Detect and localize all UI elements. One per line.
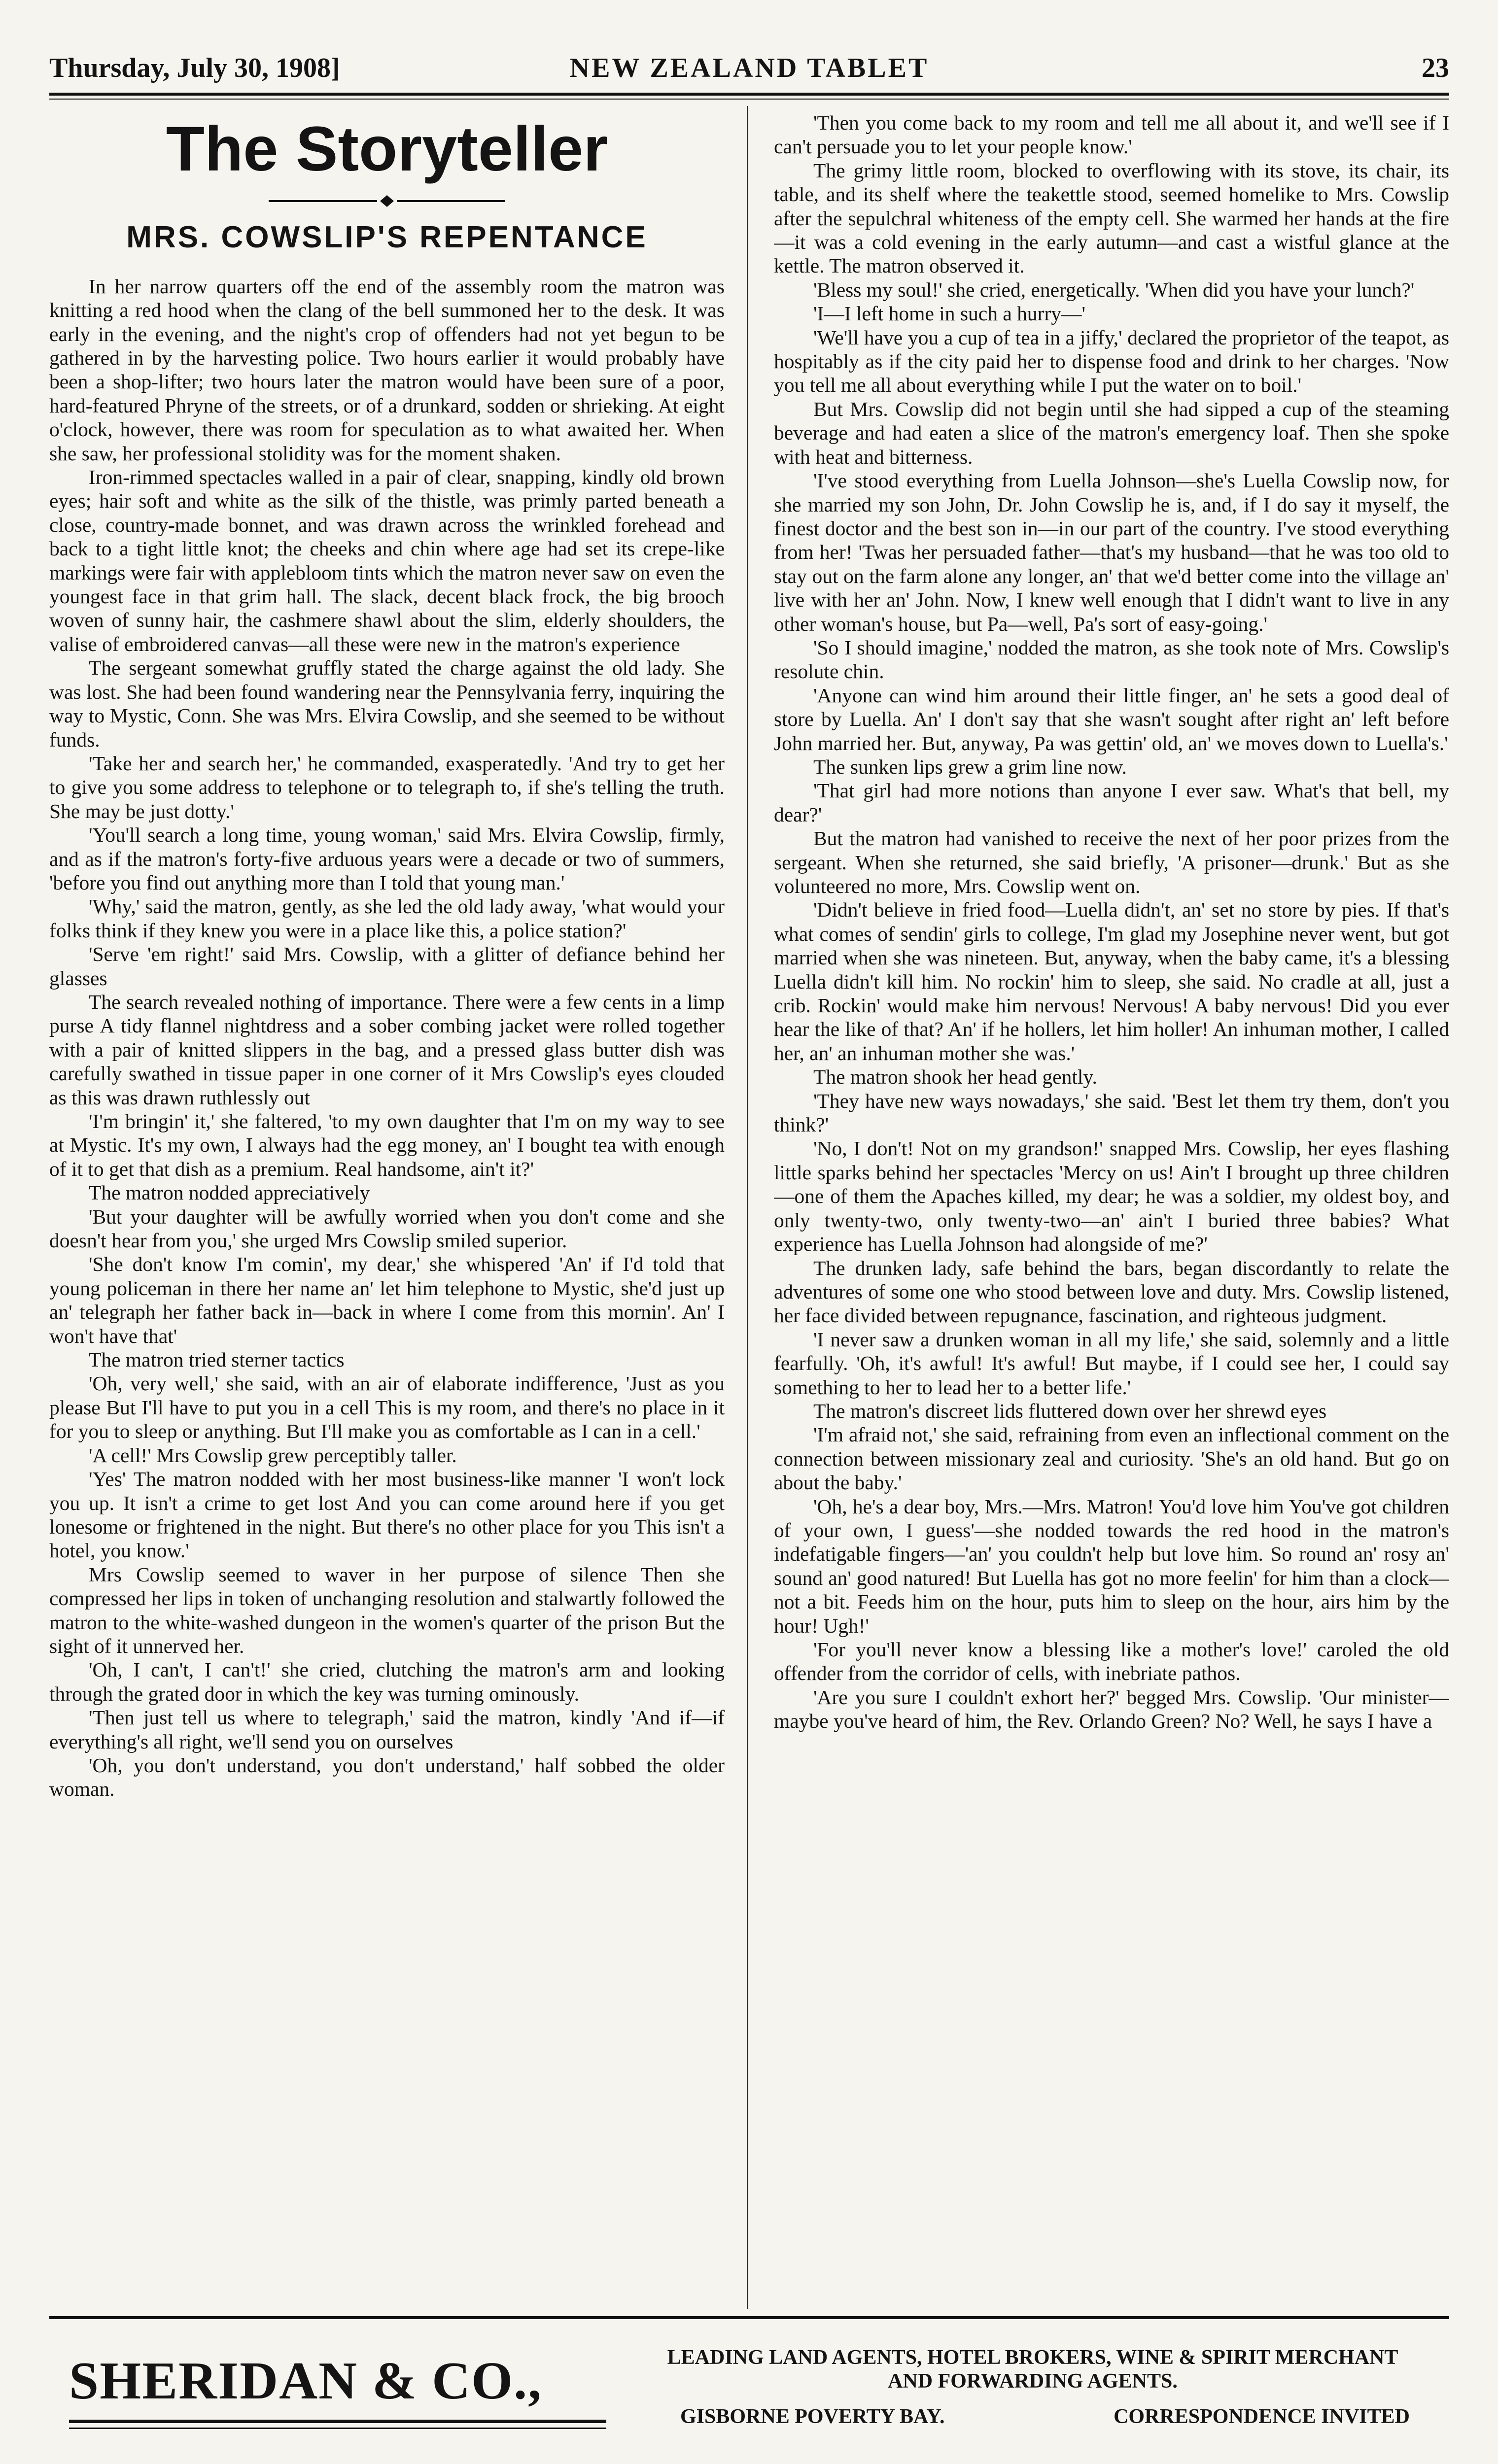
- right-column: [774, 111, 1449, 2309]
- advertiser-name: SHERIDAN & CO.,: [69, 2352, 543, 2410]
- title-ornament: [269, 191, 505, 211]
- right-paragraph: 'Oh, he's a dear boy, Mrs.—Mrs. Matron! You'd love him You've got children of your own, I guess'—she nodded towards the red hood in the matron's indefatigable fingers—'an' you couldn't help but love him. So round an' rosy an' sound an' good natured! But Luella has got no more feelin' for him than a clock—not a bit. Feeds him on the hour, puts him to sleep on the hour, airs him by the hour! Ugh!': [774, 1495, 1449, 1637]
- right-paragraph: But Mrs. Cowslip did not begin until she had sipped a cup of the steaming beverage and had eaten a slice of the matron's emergency loaf. Then she spoke with heat and bitterness.: [774, 397, 1449, 468]
- right-paragraph: The drunken lady, safe behind the bars, began discordantly to relate the adventures of some one who stood between love and duty. Mrs. Cowslip listened, her face divided between repugnance, fascination, and righteous judgment.: [774, 1256, 1449, 1327]
- right-paragraph: 'I've stood everything from Luella Johnson—she's Luella Cowslip now, for she married my son John, Dr. John Cowslip he is, and, if I do say it myself, the finest doctor and the best son in—in our part of the country. I've stood everything from her! 'Twas her persuaded father—that's my husband—that he was too old to stay out on the farm alone any longer, an' that we'd better come into the village an' live with her an' John. Now, I knew well enough that I didn't want to live in any other woman's house, but Pa—well, Pa's sort of easy-going.': [774, 469, 1449, 635]
- advertisement-copy: [626, 2346, 1439, 2393]
- advertisement: [49, 2331, 1449, 2454]
- footer-rule: [49, 2316, 1449, 2319]
- right-paragraph: 'Then you come back to my room and tell me all about it, and we'll see if I can't persuade you to let your people know.': [774, 111, 1449, 158]
- left-paragraph: 'Oh, you don't understand, you don't understand,' half sobbed the older woman.: [49, 1753, 725, 1801]
- header-page-number: 23: [1422, 53, 1449, 83]
- left-paragraph: 'Oh, very well,' she said, with an air of elaborate indifference, 'Just as you please But I'll have to put you in a cell This is my room, and there's no place in it for you to sleep or anything. But I'll make you as comfortable as I can in a cell.': [49, 1372, 725, 1443]
- left-paragraph: 'But your daughter will be awfully worried when you don't come and she doesn't hear from you,' she urged Mrs Cowslip smiled superior.: [49, 1205, 725, 1252]
- right-paragraph: The grimy little room, blocked to overflowing with its stove, its chair, its table, and its shelf where the teakettle stood, seemed homelike to Mrs. Cowslip after the sepulchral whiteness of the empty cell. She warmed her hands at the fire—it was a cold evening in the early autumn—and cast a wistful glance at the kettle. The matron observed it.: [774, 159, 1449, 277]
- left-paragraph: The matron nodded appreciatively: [89, 1181, 370, 1204]
- right-paragraph: 'I never saw a drunken woman in all my life,' she said, solemnly and a little fearfully. 'Oh, it's awful! It's awful! But maybe, if I could see her, I could say something to her to lead her to a better life.': [774, 1328, 1449, 1399]
- ad-location: GISBORNE POVERTY BAY.: [680, 2405, 945, 2428]
- right-paragraph: 'I'm afraid not,' she said, refraining from even an inflectional comment on the connection between missionary zeal and curiosity. 'She's an old hand. But go on about the baby.': [774, 1423, 1449, 1494]
- right-paragraph: 'For you'll never know a blessing like a mother's love!' caroled the old offender from the corridor of cells, with inebriate pathos.: [774, 1638, 1449, 1685]
- right-paragraph: The matron shook her head gently.: [813, 1065, 1097, 1089]
- column-divider: [747, 106, 748, 2309]
- left-paragraph: 'Why,' said the matron, gently, as she led the old lady away, 'what would your folks think if they knew you were in a place like this, a police station?': [49, 895, 725, 942]
- left-paragraph: In her narrow quarters off the end of the assembly room the matron was knitting a red hood when the clang of the bell summoned her to the desk. It was early in the evening, and the night's crop of offenders had not yet begun to be gathered in by the harvesting police. Two hours earlier it would probably have been a shop-lifter; two hours later the matron would have been sure of a poor, hard-featured Phryne of the streets, or of a drunkard, sodden or shrieking. At eight o'clock, however, there was room for speculation as to what awaited her. When she saw, her professional stolidity was for the moment shaken.: [49, 274, 725, 465]
- left-article-body: [49, 274, 725, 1801]
- left-paragraph: Iron-rimmed spectacles walled in a pair of clear, snapping, kindly old brown eyes; hair soft and white as the silk of the thistle, was primly parted beneath a close, country-made bonnet, and was drawn across the wrinkled forehead and back to a tight little knot; the cheeks and chin where age had set its crepe-like markings were fair with applebloom tints which the matron never saw on even the youngest face in that grim hall. The slack, decent black frock, the big brooch woven of sunny hair, the cashmere shawl about the slim, elderly shoulders, the valise of embroidered canvas—all these were new in the matron's experience: [49, 466, 725, 655]
- left-paragraph: Mrs Cowslip seemed to waver in her purpose of silence Then she compressed her lips in token of unchanging resolution and stalwartly followed the matron to the white-washed dungeon in the women's quarter of the prison But the sight of it unnerved her.: [49, 1563, 725, 1657]
- page-header: [49, 49, 1449, 94]
- left-paragraph: 'Yes' The matron nodded with her most business-like manner 'I won't lock you up. It isn't a crime to get lost And you can come around here if you get lonesome or frightened in the night. But there's no other place for you This isn't a hotel, you know.': [49, 1468, 725, 1562]
- right-article-body: [774, 111, 1449, 1733]
- left-paragraph: The matron tried sterner tactics: [89, 1348, 345, 1371]
- right-paragraph: 'Didn't believe in fried food—Luella didn't, an' set no store by pies. If that's what comes of sendin' girls to college, I'm glad my Josephine never went, but got married when she was nineteen. But, anyway, when the baby came, it's a blessing Luella didn't kill him. No rockin' him to sleep, she said. No cradle at all, just a crib. Rockin' would make him nervous! Nervous! A baby nervous! Did you ever hear the like of that? An' if he hollers, let him holler! An inhuman mother, I called her, an' an inhuman mother she was.': [774, 898, 1449, 1064]
- header-publication: NEW ZEALAND TABLET: [569, 53, 929, 83]
- right-paragraph: 'They have new ways nowadays,' she said. 'Best let them try them, don't you think?': [774, 1089, 1449, 1136]
- right-paragraph: 'Anyone can wind him around their little finger, an' he sets a good deal of store by Luella. An' I don't say that she wasn't sought after right an' left before John married her. But, anyway, Pa was gettin' old, an' we moves down to Luella's.': [774, 684, 1449, 754]
- section-title: The Storyteller: [166, 114, 608, 184]
- ad-correspondence: CORRESPONDENCE INVITED: [1114, 2405, 1410, 2428]
- right-paragraph: 'That girl had more notions than anyone I ever saw. What's that bell, my dear?': [774, 779, 1449, 826]
- right-paragraph: The sunken lips grew a grim line now.: [813, 755, 1127, 778]
- left-paragraph: 'Oh, I can't, I can't!' she cried, clutching the matron's arm and looking through the grated door in which the key was turning ominously.: [49, 1658, 725, 1705]
- left-paragraph: 'She don't know I'm comin', my dear,' she whispered 'An' if I'd told that young policeman in there her name an' let him telephone to Mystic, she'd just up an' telegraph her father back in—back in where I come from this mornin'. An' I won't have that': [49, 1253, 725, 1347]
- right-paragraph: 'Bless my soul!' she cried, energetically. 'When did you have your lunch?': [813, 278, 1415, 301]
- right-paragraph: 'I—I left home in such a hurry—': [813, 302, 1086, 325]
- story-title: MRS. COWSLIP'S REPENTANCE: [126, 220, 648, 254]
- right-paragraph: 'Are you sure I couldn't exhort her?' begged Mrs. Cowslip. 'Our minister—maybe you've heard of him, the Rev. Orlando Green? No? Well, he says I have a: [774, 1685, 1449, 1733]
- left-paragraph: 'Serve 'em right!' said Mrs. Cowslip, with a glitter of defiance behind her glasses: [49, 943, 725, 990]
- left-paragraph: The search revealed nothing of importance. There were a few cents in a limp purse A tidy flannel nightdress and a sober combing jacket were rolled together with a pair of knitted slippers in the bag, and a pressed glass butter dish was carefully swathed in tissue paper in one corner of it Mrs Cowslip's eyes clouded as this was drawn ruthlessly out: [49, 990, 725, 1109]
- right-paragraph: 'We'll have you a cup of tea in a jiffy,' declared the proprietor of the teapot, as hospitably as if the city paid her to dispense food and drink to her charges. 'Now you tell me all about everything while I put the water on to boil.': [774, 326, 1449, 397]
- left-column: [49, 111, 725, 2309]
- right-paragraph: 'So I should imagine,' nodded the matron, as she took note of Mrs. Cowslip's resolute chin.: [774, 636, 1449, 683]
- left-paragraph: 'You'll search a long time, young woman,' said Mrs. Elvira Cowslip, firmly, and as if the matron's forty-five arduous years were a decade or two of summers, 'before you find out anything more than I told that young man.': [49, 823, 725, 894]
- brand-underline: [69, 2420, 606, 2423]
- left-paragraph: 'Then just tell us where to telegraph,' said the matron, kindly 'And if—if everything's all right, we'll send you on ourselves: [49, 1706, 725, 1753]
- right-paragraph: 'No, I don't! Not on my grandson!' snapped Mrs. Cowslip, her eyes flashing little sparks behind her spectacles 'Mercy on us! Ain't I brought up three children—one of them the Apaches killed, my dear; he was a soldier, my oldest boy, and only twenty-two, only twenty-two—an' ain't I buried three babies? What experience has Luella Johnson had alongside of me?': [774, 1137, 1449, 1256]
- left-paragraph: The sergeant somewhat gruffly stated the charge against the old lady. She was lost. She had been found wandering near the Pennsylvania ferry, inquiring the way to Mystic, Conn. She was Mrs. Elvira Cowslip, and she seemed to be without funds.: [49, 656, 725, 751]
- brand-underline-thin: [69, 2428, 606, 2429]
- left-paragraph: 'A cell!' Mrs Cowslip grew perceptibly taller.: [89, 1443, 457, 1467]
- left-paragraph: 'Take her and search her,' he commanded, exasperatedly. 'And try to get her to give you some address to telephone or to telegraph to, if she's telling the truth. She may be just dotty.': [49, 752, 725, 822]
- right-paragraph: But the matron had vanished to receive the next of her poor prizes from the sergeant. When she returned, she said briefly, 'A prisoner—drunk.' But as she volunteered no more, Mrs. Cowslip went on.: [774, 827, 1449, 897]
- right-paragraph: The matron's discreet lids fluttered down over her shrewd eyes: [813, 1399, 1327, 1422]
- header-rule: [49, 93, 1449, 96]
- ad-line-1: LEADING LAND AGENTS, HOTEL BROKERS, WINE & SPIRIT MERCHANT: [667, 2346, 1398, 2369]
- header-date: Thursday, July 30, 1908]: [49, 53, 340, 83]
- ad-line-2: AND FORWARDING AGENTS.: [888, 2370, 1178, 2393]
- left-paragraph: 'I'm bringin' it,' she faltered, 'to my own daughter that I'm on my way to see at Mystic. It's my own, I always had the egg money, an' I bought tea with enough of it to get that dish as a premium. Real handsome, ain't it?': [49, 1110, 725, 1180]
- header-rule-thin: [49, 99, 1449, 100]
